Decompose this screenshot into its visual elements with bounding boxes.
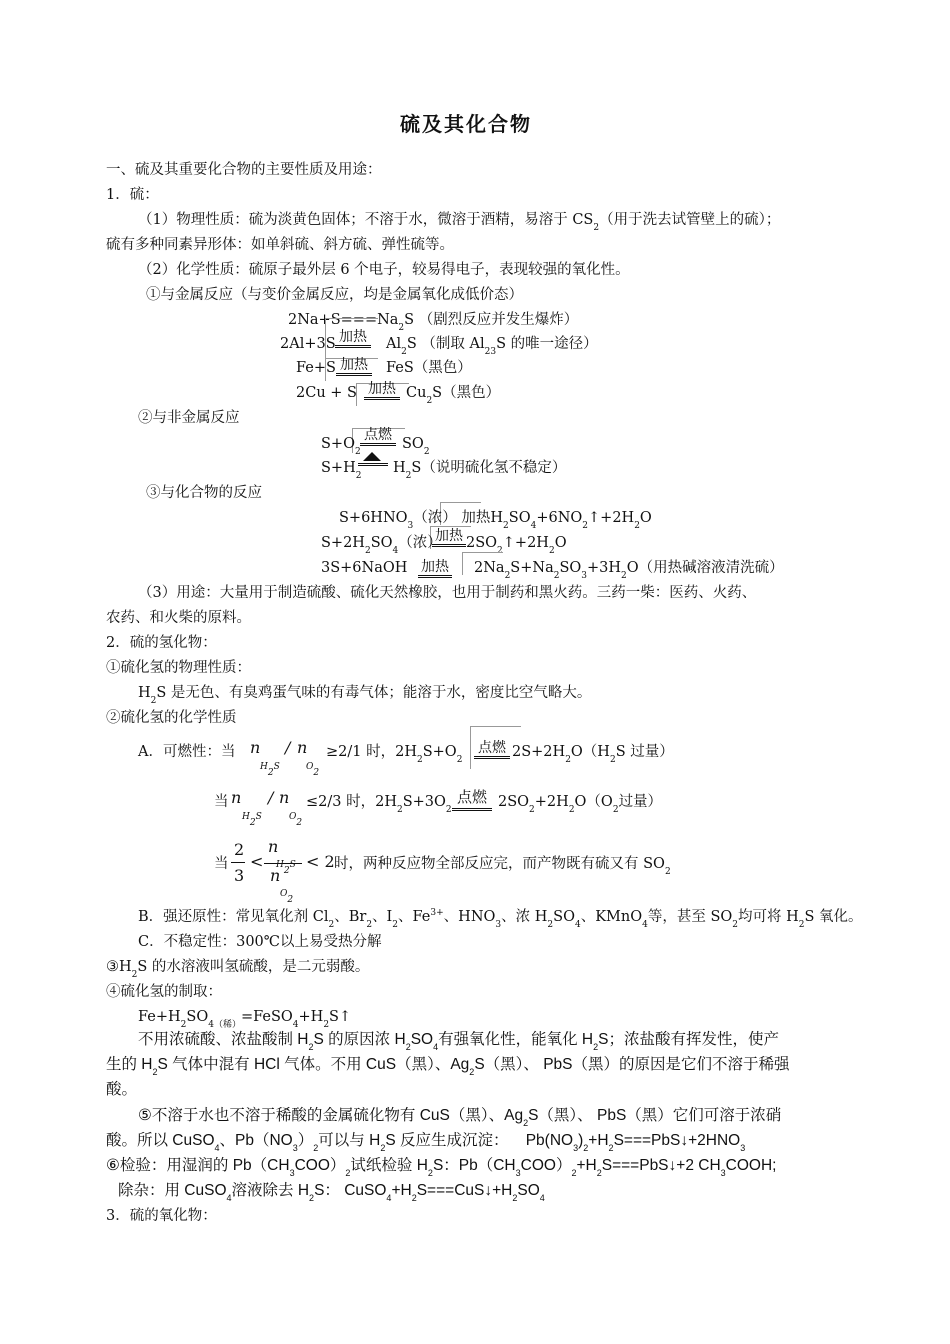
equation-arrow [336,373,372,376]
math-sub: $O_2$ [306,762,320,778]
text-line: $③H_2S$ 的水溶液叫氢硫酸，是二元弱酸。 [106,959,370,980]
fraction-denominator: 3 [234,866,245,885]
text-line: B．强还原性：常见氧化剂 $Cl_2$、$Br_2$、$I_2$、$Fe^{3+}$、$HNO_3$、浓 $H_2SO_4$、KMnO$_4$等，甚至 $SO_2$均可将 $H_2S$ 氧化。 [138,908,863,930]
reaction-condition: 加热 [368,381,396,397]
heat-triangle-icon [363,452,381,461]
text-line: ⑤不溶于水也不溶于稀酸的金属硫化物有 CuS（黑）、$Ag_2S$（黑）、 PbS（黑）它们可溶于浓硝 [138,1107,782,1128]
equation: $2Na+S===Na_2S$ （剧烈反应并发生爆炸） [288,312,579,333]
equation: $S+6HNO_3$（浓） 加热$H_2SO_4+6NO_2↑+2H_2O$ [339,510,652,531]
equation: 3S+6NaOH [321,560,408,576]
equation: $S+2H_2SO_4$（浓） [321,535,442,556]
equation: 2Al+3S [280,336,336,352]
math-n: n [297,738,308,757]
reaction-condition: 点燃 [364,427,392,443]
math-slash: / [268,788,274,807]
subsection-heading: 2．硫的氢化物： [106,635,217,651]
equation-arrow [474,756,510,759]
math-sub: $H_2S$ [276,860,296,876]
math-sub: $O_2$ [289,812,303,828]
less-than: < 2 [306,852,335,871]
text-line: （3）用途：大量用于制造硫酸、硫化天然橡胶，也用于制药和黑火药。三药一柴：医药、火药、 [138,585,757,601]
text-line: 时，两种反应物全部反应完，而产物既有硫又有 $SO_2$ [334,856,671,877]
equation-arrow [360,443,396,446]
text-line: ≥2/1 时，$2H_2S+O_2$ [326,744,463,765]
text-line: ⑥检验：用湿润的 $Pb(CH_3COO)_2$试纸检验 $H_2S$：$Pb(CH_3COO)_2+H_2S===PbS↓+2$ $CH_3COOH$; [106,1157,777,1178]
fraction-bar [264,863,302,864]
equation: $S+H_2$ [321,460,362,481]
fraction-bar [231,862,245,863]
reaction-condition: 点燃 [478,740,506,756]
section-heading: 一、硫及其重要化合物的主要性质及用途： [106,162,382,178]
text-line: A．可燃性：当 [138,744,236,760]
text-line: ①硫化氢的物理性质： [106,660,251,676]
equation: FeS（黑色） [386,360,472,376]
reaction-condition: 加热 [339,329,367,345]
text-line: ≤2/3 时，$2H_2S+3O_2$ [306,794,452,815]
text-line: （1）物理性质：硫为淡黄色固体；不溶于水，微溶于酒精，易溶于 $CS_2$（用于洗去试管壁上的硫）； [138,212,781,233]
fraction-numerator: 2 [234,840,245,859]
text-line: ①与金属反应（与变价金属反应，均是金属氧化成低价态） [146,287,523,303]
equation-arrow [418,575,452,578]
equation: $H_2S$（说明硫化氢不稳定） [393,460,567,481]
text-line: $2SO_2+2H_2O(O_2$过量） [498,794,663,815]
equation: $Cu_2S$（黑色） [406,385,501,406]
math-n: n [231,788,242,807]
equation: 2Cu + S [296,385,357,401]
math-sub: $O_2$ [280,889,294,905]
equation-arrow [358,463,388,466]
text-line: 除杂：用 CuSO$_4$溶液除去 $H_2S$： $CuSO_4+H_2S===CuS↓+H_2SO_4$ [118,1182,545,1203]
text-line: 不用浓硫酸、浓盐酸制 $H_2S$ 的原因浓 $H_2SO_4$有强氧化性，能氧化 $H_2S$；浓盐酸有挥发性，使产 [138,1031,779,1052]
reaction-condition: 加热 [435,528,463,544]
equation: $Fe+H_2SO_{4(稀)}=FeSO_4+H_2S↑$ [138,1009,352,1030]
equation: Fe+S [296,360,336,376]
equation-arrow [364,397,400,400]
equation-arrow [432,544,466,547]
equation: $2SO_2↑+2H_2O$ [466,535,567,556]
text-line: 生的 $H_2S$ 气体中混有 HCl 气体。不用 CuS（黑）、$Ag_2S$（黑）、 PbS（黑）的原因是它们不溶于稀强 [106,1056,790,1077]
text-line: ②硫化氢的化学性质 [106,710,237,726]
reaction-condition: 加热 [421,559,449,575]
subsection-heading: 3．硫的氧化物： [106,1208,217,1224]
math-n: n [268,837,279,856]
subsection-heading: 1．硫： [106,187,159,203]
text-line: 酸。 [106,1081,138,1098]
page-title: 硫及其化合物 [400,112,532,136]
math-n: n [250,738,261,757]
text-line: $2S+2H_2O(H_2S$ 过量） [512,744,674,765]
reaction-condition: 点燃 [456,788,487,806]
equation: $SO_2$ [402,436,430,457]
text-line: $H_2S$ 是无色、有臭鸡蛋气味的有毒气体；能溶于水，密度比空气略大。 [138,685,592,706]
text-line: 硫有多种同素异形体：如单斜硫、斜方硫、弹性硫等。 [106,237,454,253]
equation: $S+O_2$ [321,436,361,457]
equation: $2Na_2S+Na_2SO_3+3H_2O$（用热碱溶液清洗硫） [474,560,784,581]
text-line: C．不稳定性：300℃以上易受热分解 [138,934,382,950]
equation-arrow [452,808,492,811]
text-line: ③与化合物的反应 [146,485,262,501]
equation: $Al_2S$ （制取 $Al_{23}S$ 的唯一途径） [386,336,598,357]
math-n: n [270,866,281,885]
text-line: 酸。所以 CuSO$_4$、$Pb(NO_3)_2$可以与 $H_2S$ 反应生成沉淀： $Pb(NO_3)_2+H_2S===PbS↓+2HNO_3$ [106,1132,746,1153]
text-line: 当 [214,856,229,872]
less-than: < [250,852,264,871]
reaction-condition: 加热 [340,357,368,373]
text-line: ④硫化氢的制取： [106,984,222,1000]
math-n: n [279,788,290,807]
math-sub: $H_2S$ [260,762,280,778]
text-line: 当 [214,794,229,810]
equation-arrow [335,345,371,348]
text-line: 农药、和火柴的原料。 [106,610,251,626]
text-line: （2）化学性质：硫原子最外层 6 个电子，较易得电子，表现较强的氧化性。 [138,262,630,278]
math-slash: / [285,738,291,757]
text-line: ②与非金属反应 [138,410,240,426]
math-sub: $H_2S$ [242,812,262,828]
